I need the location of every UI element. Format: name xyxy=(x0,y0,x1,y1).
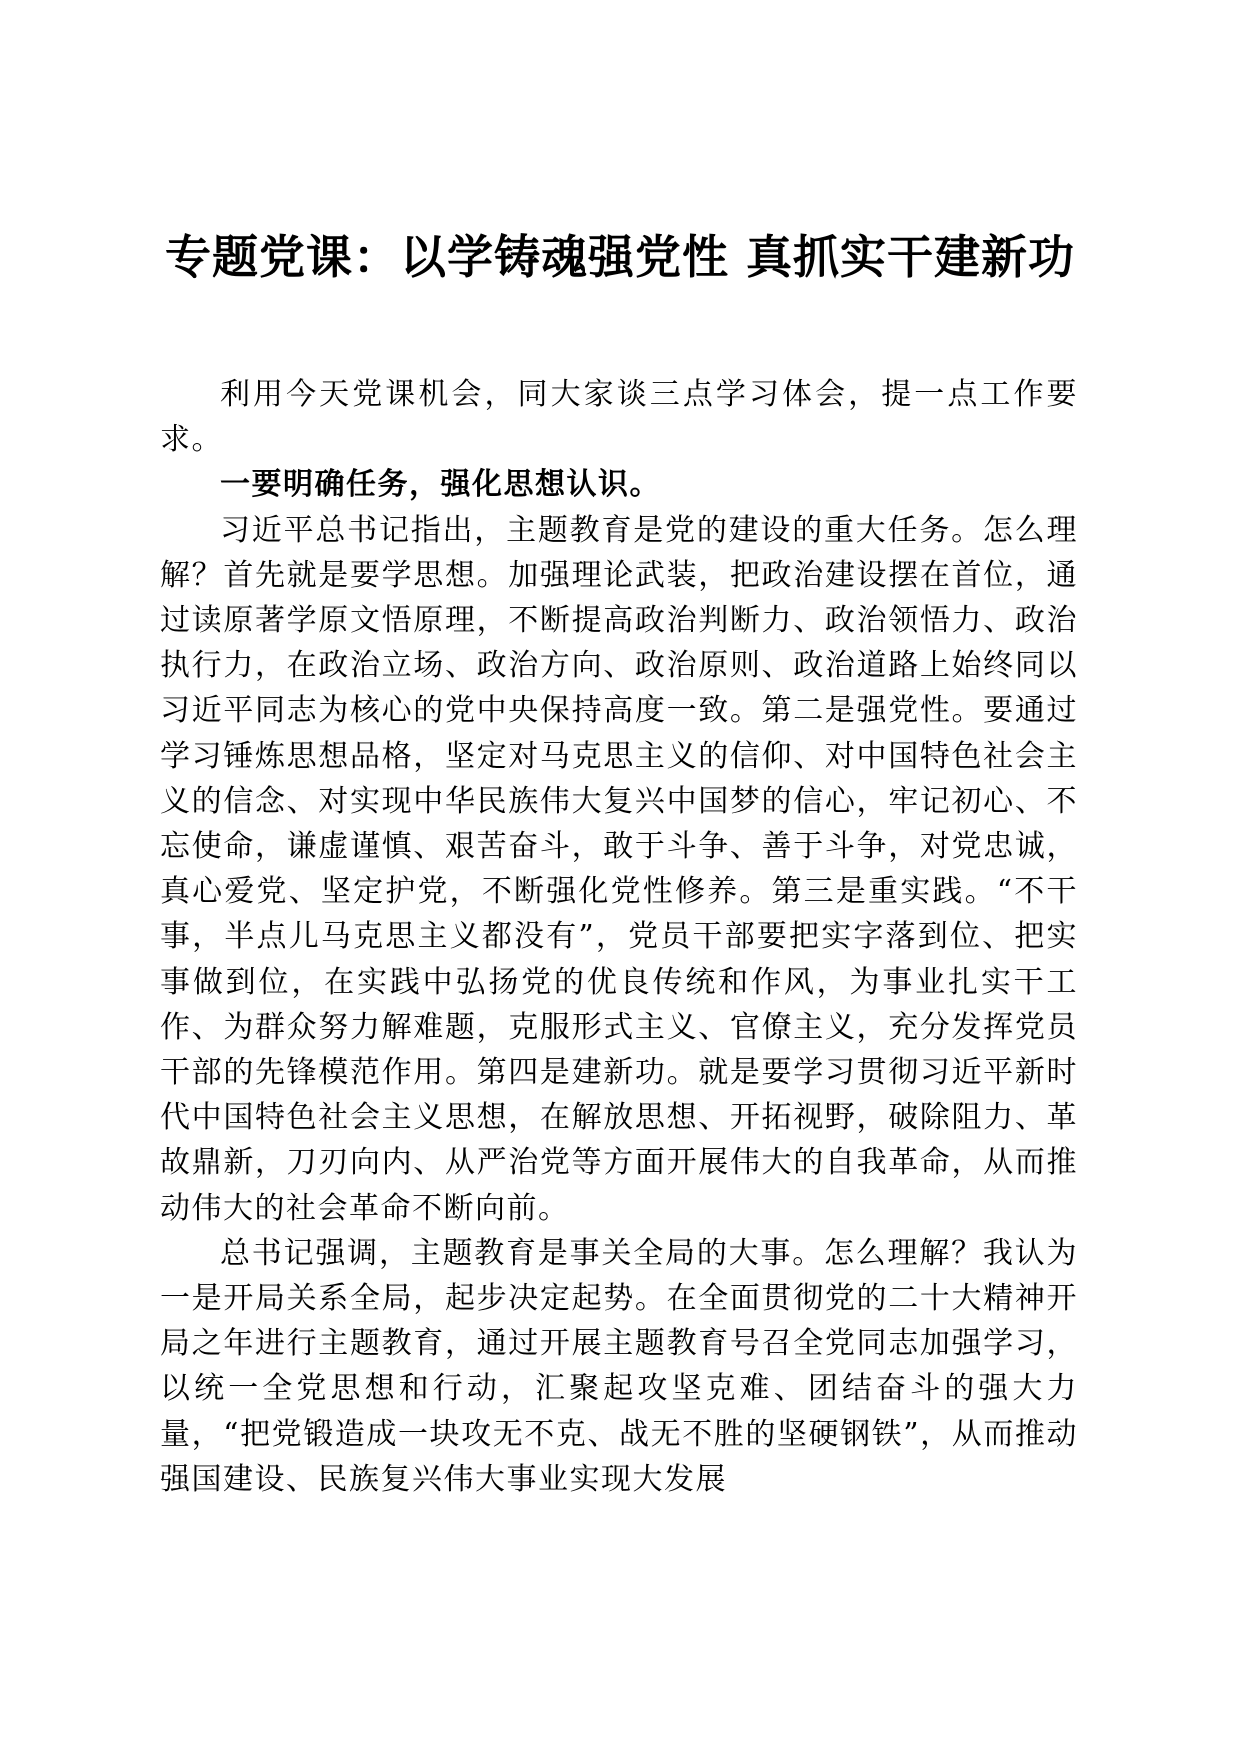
document-title: 专题党课：以学铸魂强党性 真抓实干建新功 xyxy=(164,230,1075,284)
section-heading: 一要明确任务，强化思想认识。 xyxy=(220,467,661,503)
document-body xyxy=(160,372,1078,1502)
body-paragraph: 总书记强调，主题教育是事关全局的大事。怎么理解？我认为一是开局关系全局，起步决定起势。在全面贯彻党的二十大精神开局之年进行主题教育，通过开展主题教育号召全党同志加强学习，以统一全党思想和行动，汇聚起攻坚克难、团结奋斗的强大力量，“把党锻造成一块攻无不克、战无不胜的坚硬钢铁”，从而推动强国建设、民族复兴伟大事业实现大发展 xyxy=(160,1235,1078,1497)
body-paragraph: 习近平总书记指出，主题教育是党的建设的重大任务。怎么理解？首先就是要学思想。加强理论武装，把政治建设摆在首位，通过读原著学原文悟原理，不断提高政治判断力、政治领悟力、政治执行力，在政治立场、政治方向、政治原则、政治道路上始终同以习近平同志为核心的党中央保持高度一致。第二是强党性。要通过学习锤炼思想品格，坚定对马克思主义的信仰、对中国特色社会主义的信念、对实现中华民族伟大复兴中国梦的信心，牢记初心、不忘使命，谦虚谨慎、艰苦奋斗，敢于斗争、善于斗争，对党忠诚，真心爱党、坚定护党，不断强化党性修养。第三是重实践。“不干事，半点儿马克思主义都没有”，党员干部要把实字落到位、把实事做到位，在实践中弘扬党的优良传统和作风，为事业扎实干工作、为群众努力解难题，克服形式主义、官僚主义，充分发挥党员干部的先锋模范作用。第四是建新功。就是要学习贯彻习近平新时代中国特色社会主义思想，在解放思想、开拓视野，破除阻力、革故鼎新，刀刃向内、从严治党等方面开展伟大的自我革命，从而推动伟大的社会革命不断向前。 xyxy=(160,512,1078,1226)
intro-paragraph: 利用今天党课机会，同大家谈三点学习体会，提一点工作要求。 xyxy=(160,377,1078,458)
